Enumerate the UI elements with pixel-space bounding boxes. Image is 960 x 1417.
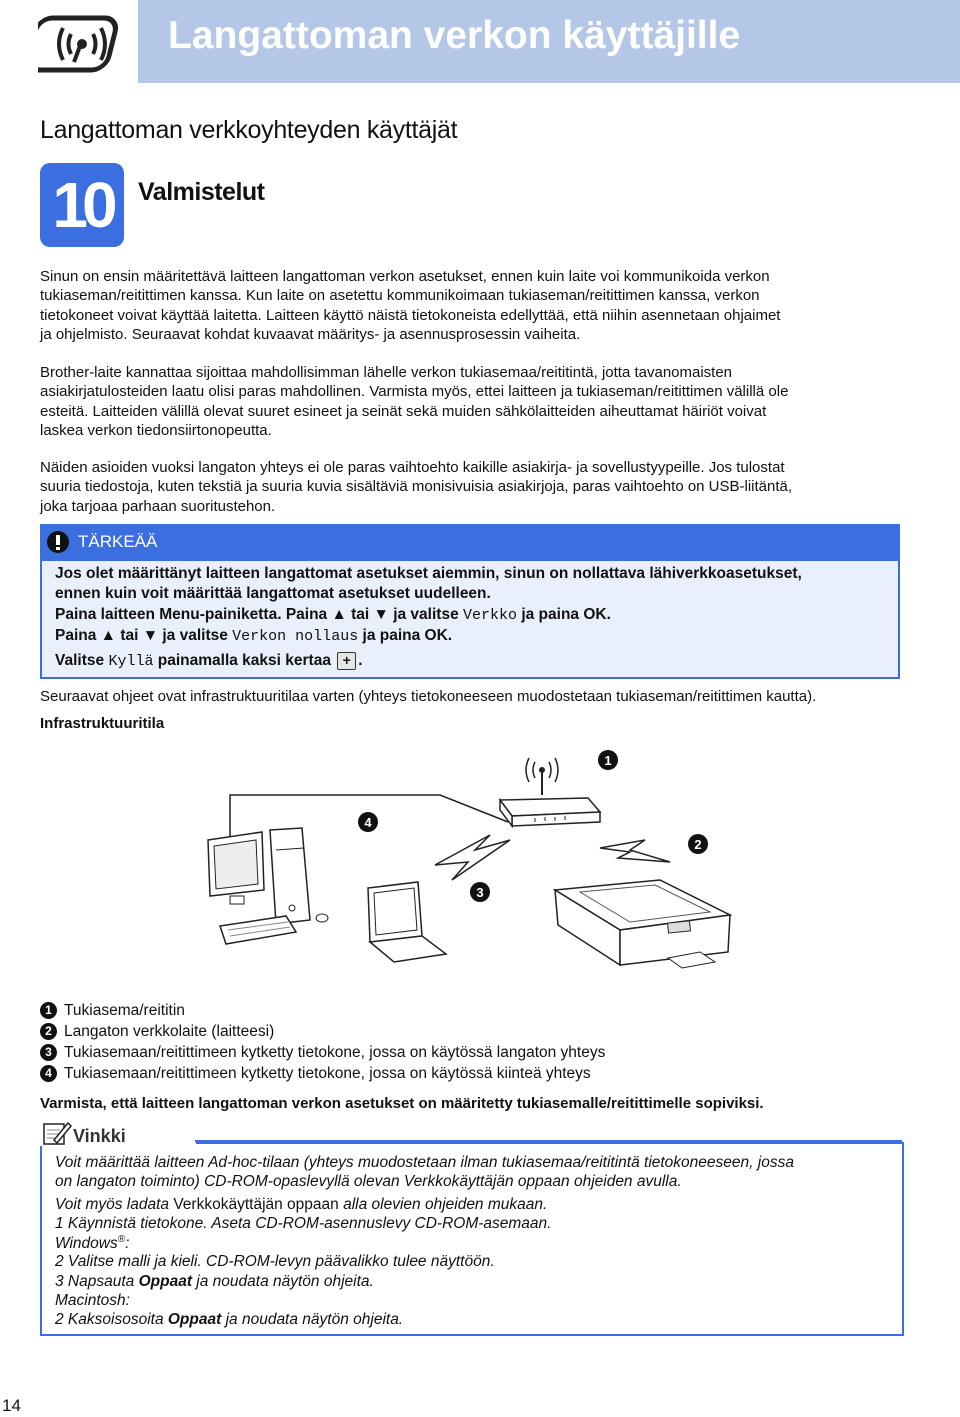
intro-paragraph (40, 267, 920, 344)
step-title: Valmistelut (138, 178, 265, 206)
callout-1 (598, 750, 618, 770)
legend-item (40, 1023, 274, 1041)
wireless-icon (38, 12, 128, 74)
text-span: ja noudata näytön ohjeita. (221, 1311, 404, 1328)
text-span: Oppaat (138, 1273, 192, 1290)
svg-text:2: 2 (694, 837, 702, 852)
note-line (55, 1234, 129, 1253)
legend-text: Tukiasema/reititin (64, 1002, 185, 1019)
svg-text:4: 4 (364, 815, 372, 830)
text-span: tai (116, 627, 143, 644)
svg-text:1: 1 (604, 753, 612, 768)
text-span: . (358, 652, 363, 670)
important-line (55, 652, 363, 670)
text-span: ja paina OK. (358, 627, 453, 644)
text-span: 3 Napsauta (55, 1273, 139, 1290)
text-span: alla olevien ohjeiden mukaan. (338, 1196, 548, 1213)
legend-item (40, 1065, 591, 1083)
menu-option-code: Kyllä (108, 653, 154, 671)
text-line: asiakirjatulosteiden laatu olisi paras mahdollinen. Varmista myös, ettei laitteen ja tukiaseman/reitittimen välillä ole (40, 383, 789, 401)
important-line: ennen kuin voit määrittää langattomat asetukset uudelleen. (55, 585, 491, 602)
menu-option-code: Verkon nollaus (232, 628, 359, 645)
down-arrow-icon: ▼ (373, 606, 389, 623)
note-rule (195, 1140, 902, 1142)
infrastructure-intro: Seuraavat ohjeet ovat infrastruktuuritilaa varten (yhteys tietokoneeseen muodostetaan tukiaseman/reitittimen kautta). (40, 688, 817, 705)
important-line (55, 606, 611, 624)
network-diagram (190, 740, 750, 990)
text-span: ja valitse (388, 606, 463, 623)
note-line: Macintosh: (55, 1292, 130, 1309)
page-header-title: Langattoman verkon käyttäjille (168, 14, 741, 57)
important-line (55, 627, 452, 645)
router-icon (500, 798, 600, 826)
text-span: Voit myös ladata (55, 1196, 174, 1213)
text-line: ja ohjelmisto. Seuraavat kohdat kuvaavat määritys- ja asennusprosessin vaiheita. (40, 325, 581, 343)
callout-2 (688, 834, 708, 854)
text-line: joka tarjoaa parhaan suoritustehon. (40, 497, 276, 515)
legend-text: Langaton verkkolaite (laitteesi) (64, 1023, 275, 1040)
placement-paragraph (40, 363, 920, 440)
note-line: Voit määrittää laitteen Ad-hoc-tilaan (yhteys muodostetaan ilman tukiasemaa/reititintä tietokoneeseen, jossa (55, 1154, 794, 1171)
text-span: Paina laitteen Menu-painiketta. Paina (55, 606, 332, 623)
legend-item (40, 1002, 185, 1020)
text-span: ja noudata näytön ohjeita. (192, 1273, 374, 1290)
down-arrow-icon: ▼ (142, 627, 159, 644)
confirm-text: Varmista, että laitteen langattoman verkon asetukset on määritetty tukiasemalle/reitittimelle sopiviksi. (40, 1095, 764, 1112)
text-span: Windows (55, 1235, 118, 1253)
text-span: painamalla kaksi kertaa (153, 652, 336, 670)
registered-mark: ® (117, 1234, 126, 1245)
printer-icon (555, 880, 730, 968)
text-line: Sinun on ensin määritettävä laitteen langattoman verkon asetukset, ennen kuin laite voi kommunikoida verkon (40, 268, 770, 285)
up-arrow-icon: ▲ (100, 627, 117, 644)
note-line: 2 Valitse malli ja kieli. CD-ROM-levyn päävalikko tulee näyttöön. (55, 1253, 495, 1270)
note-line: 1 Käynnistä tietokone. Aseta CD-ROM-asennuslevy CD-ROM-asemaan. (55, 1215, 552, 1232)
legend-item (40, 1044, 605, 1062)
legend-text: Tukiasemaan/reitittimeen kytketty tietokone, jossa on käytössä langaton yhteys (64, 1044, 606, 1061)
lightning-icon (435, 835, 510, 880)
text-span: Paina (55, 627, 101, 644)
text-span: Valitse (55, 652, 109, 670)
laptop-icon (368, 882, 446, 962)
note-line (55, 1311, 403, 1329)
step-number-badge: 10 (40, 163, 124, 247)
performance-paragraph (40, 458, 920, 516)
important-line: Jos olet määrittänyt laitteen langattomat asetukset aiemmin, sinun on nollattava lähiverkkoasetukset, (55, 565, 802, 582)
page-number: 14 (2, 1396, 21, 1415)
note-line: on langaton toiminto) CD-ROM-opaslevyllä olevan Verkkokäyttäjän oppaan ohjeiden avulla. (55, 1173, 682, 1190)
lightning-icon (600, 840, 670, 862)
text-span: ja paina OK. (517, 606, 611, 623)
legend-text: Tukiasemaan/reitittimeen kytketty tietokone, jossa on käytössä kiinteä yhteys (64, 1065, 591, 1082)
infrastructure-title: Infrastruktuuritila (40, 715, 165, 732)
text-span: 2 Kaksoisosoita (55, 1311, 168, 1328)
text-span: ja valitse (158, 627, 233, 644)
note-label: Vinkki (73, 1126, 126, 1146)
text-line: laskea verkon tiedonsiirtonopeutta. (40, 421, 272, 439)
note-line (55, 1196, 547, 1214)
callout-3 (470, 882, 490, 902)
wifi-signal-icon (526, 758, 558, 795)
text-line: suuria tiedostoja, kuten tekstiä ja suuria kuvia sisältäviä monisivuisia asiakirjoja, paras vaihtoehto on USB-liitäntä, (40, 478, 793, 496)
section-title: Langattoman verkkoyhteyden käyttäjät (40, 116, 458, 144)
number-badge: 4 (40, 1065, 57, 1082)
text-line: Brother-laite kannattaa sijoittaa mahdollisimman lähelle verkon tukiasemaa/reititintä, jotta tavanomaisten (40, 364, 733, 381)
text-line: Näiden asioiden vuoksi langaton yhteys ei ole paras vaihtoehto kaikille asiakirja- ja sovellustyypeille. Jos tulostat (40, 459, 785, 476)
callout-4 (358, 812, 378, 832)
text-span: Oppaat (167, 1311, 222, 1328)
text-line: tukiaseman/reitittimen kanssa. Kun laite on asetettu kommunikoimaan tukiaseman/reitittimen kanssa, verkon (40, 287, 760, 305)
important-title: TÄRKEÄÄ (78, 532, 158, 551)
up-arrow-icon: ▲ (331, 606, 347, 623)
number-badge: 2 (40, 1023, 57, 1040)
text-line: esteitä. Laitteiden välillä olevat suuret esineet ja seinät sekä muiden sähkölaitteiden aiheuttamat häiriöt voivat (40, 402, 767, 420)
desktop-computer-icon (208, 828, 328, 944)
note-line (55, 1273, 374, 1291)
plus-key-icon: + (337, 652, 356, 670)
svg-text:3: 3 (476, 885, 484, 900)
text-line: tietokoneet voivat käyttää laitetta. Laitteen käyttö näistä tietokoneista edellyttää, että niihin asennetaan ohjaimet (40, 306, 781, 324)
text-span: Verkkokäyttäjän oppaan (173, 1196, 339, 1213)
number-badge: 1 (40, 1002, 57, 1019)
menu-option-code: Verkko (463, 607, 518, 624)
text-span: : (125, 1235, 130, 1253)
text-span: tai (346, 606, 374, 623)
pencil-note-icon (42, 1120, 72, 1146)
important-header (40, 524, 900, 561)
exclamation-icon (47, 531, 69, 553)
number-badge: 3 (40, 1044, 57, 1061)
